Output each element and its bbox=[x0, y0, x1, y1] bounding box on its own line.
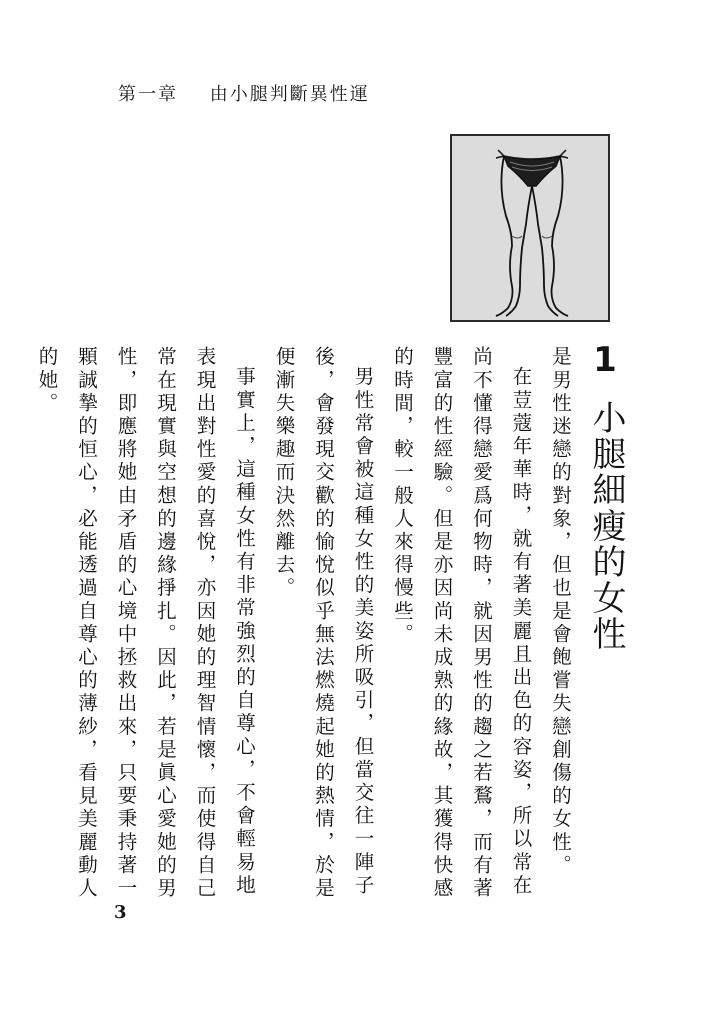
running-header bbox=[118, 80, 370, 106]
page-number: 3 bbox=[114, 902, 127, 923]
paragraph: 是男性迷戀的對象，但也是會飽嘗失戀創傷的女性。 bbox=[549, 346, 572, 878]
section-title: 小腿細瘦的女性 bbox=[586, 400, 626, 652]
chapter-label: 第一章 bbox=[118, 84, 178, 105]
chapter-title: 由小腿判斷異性運 bbox=[209, 84, 370, 105]
paragraph: 事實上，這種女性有非常強烈的自尊心，不會輕易地表現出對性愛的喜悅，亦因她的理智情懷，而使得自己常在現實與空想的邊緣掙扎。因此，若是眞心愛她的男性，即應將她由矛盾的心境中拯救出來，只要秉持著一顆誠摯的恒心，必能透過自尊心的薄紗，看見美麗動人的她。 bbox=[35, 346, 256, 901]
body-text bbox=[35, 346, 580, 906]
section-number: 1 bbox=[593, 340, 617, 380]
legs-drawing bbox=[452, 136, 608, 320]
paragraph: 男性常會被這種女性的美姿所吸引，但當交往一陣子後，會發現交歡的愉悅似乎無法燃燒起她的熱情，於是便漸失樂趣而決然離去。 bbox=[272, 346, 375, 901]
paragraph: 在荳蔻年華時，就有著美麗且出色的容姿，所以常在尚不懂得戀愛爲何物時，就因男性的趨之若鶩，而有著豐富的性經驗。但是亦因尚未成熟的緣故，其獲得快感的時間，較一般人來得慢些。 bbox=[391, 346, 533, 901]
legs-illustration bbox=[450, 134, 610, 322]
